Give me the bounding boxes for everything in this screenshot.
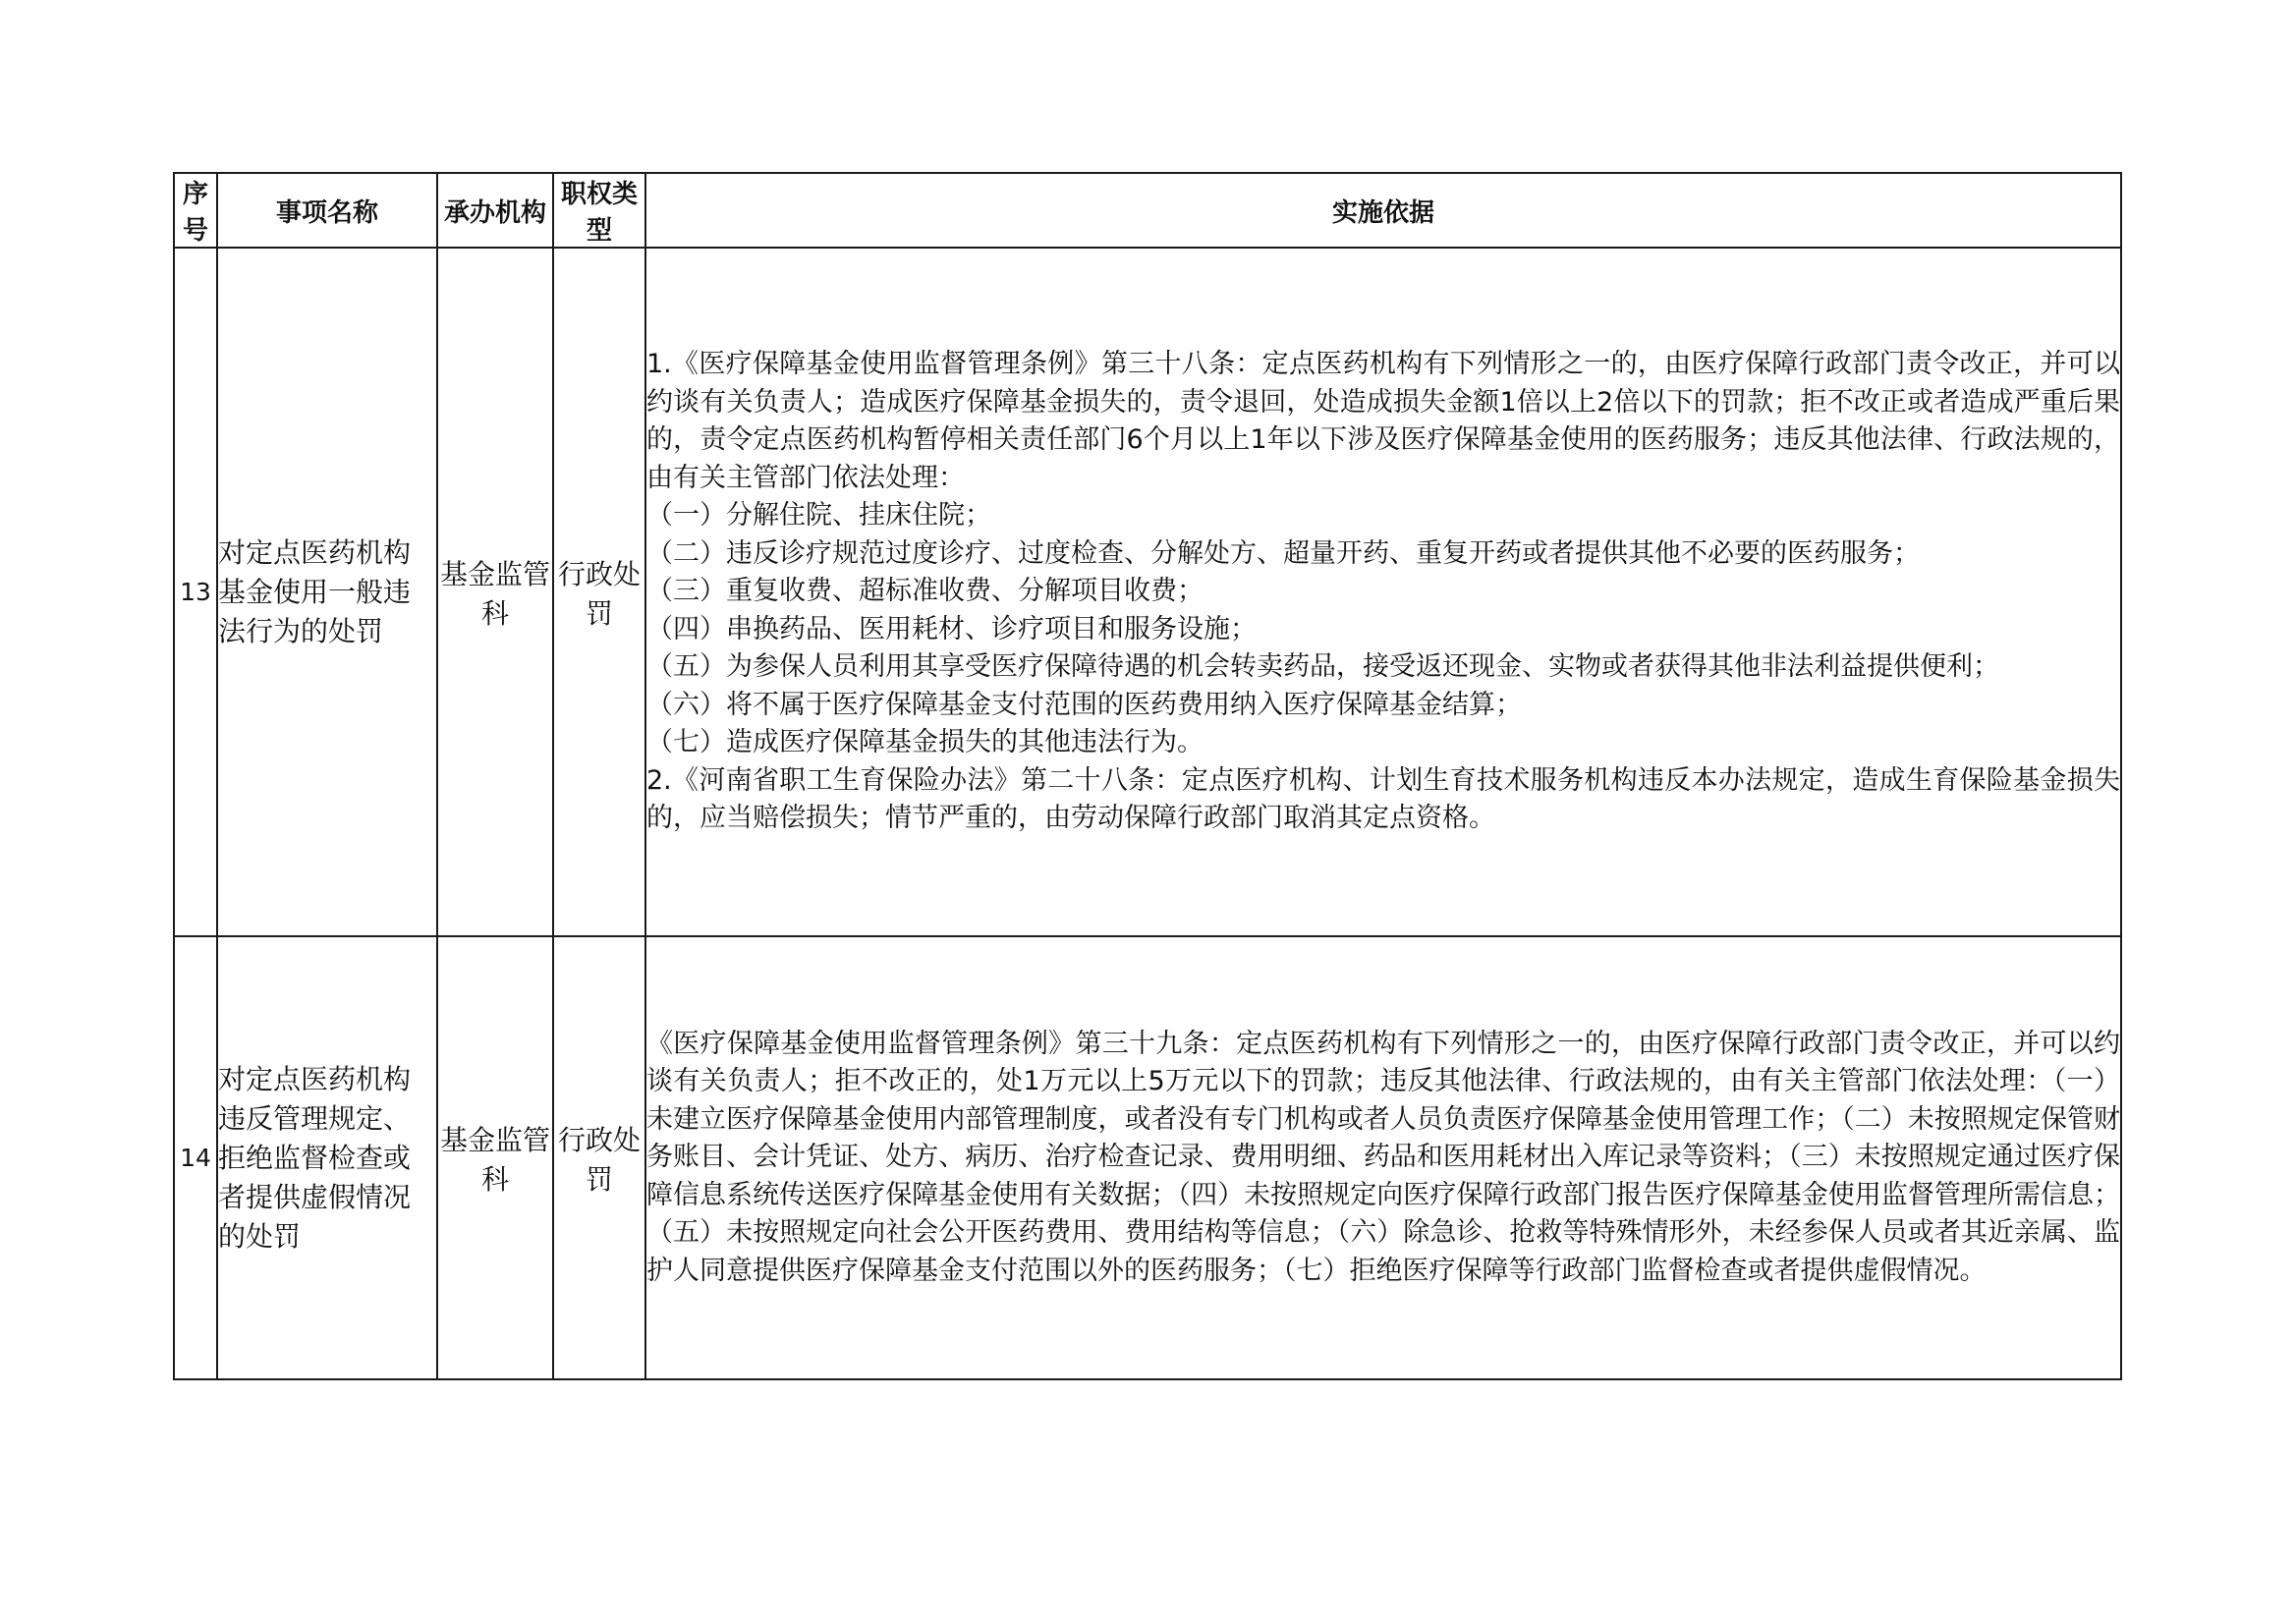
header-authority-type: 职权类型 [553, 173, 645, 248]
row-item-name: 对定点医药机构违反管理规定、拒绝监督检查或者提供虚假情况的处罚 [217, 936, 437, 1379]
basis-paragraph: （四）串换药品、医用耗材、诊疗项目和服务设施； [646, 613, 1257, 644]
row-legal-basis [645, 936, 2121, 1379]
basis-paragraph: （三）重复收费、超标准收费、分解项目收费； [646, 576, 1204, 607]
basis-paragraph: 《医疗保障基金使用监督管理条例》第三十九条：定点医药机构有下列情形之一的，由医疗保障行政部门责令改正，并可以约谈有关负责人；拒不改正的，处1万元以上5万元以下的罚款；违反其他法律、行政法规的，由有关主管部门依法处理：（一）未建立医疗保障基金使用内部管理制度，或者没有专门机构或者人员负责医疗保障基金使用管理工作；（二）未按照规定保管财务账目、会计凭证、处方、病历、治疗检查记录、费用明细、药品和医用耗材出入库记录等资料；（三）未按照规定通过医疗保障信息系统传送医疗保障基金使用有关数据；（四）未按照规定向医疗保障行政部门报告医疗保障基金使用监督管理所需信息；（五）未按照规定向社会公开医药费用、费用结构等信息；（六）除急诊、抢救等特殊情形外，未经参保人员或者其近亲属、监护人同意提供医疗保障基金支付范围以外的医药服务；（七）拒绝医疗保障等行政部门监督检查或者提供虚假情况。 [646, 1028, 2120, 1286]
basis-paragraph: 2.《河南省职工生育保险办法》第二十八条：定点医疗机构、计划生育技术服务机构违反本办法规定，造成生育保险基金损失的，应当赔偿损失；情节严重的，由劳动保障行政部门取消其定点资格。 [646, 764, 2120, 834]
table-row [174, 248, 2121, 936]
basis-paragraph: （五）为参保人员利用其享受医疗保障待遇的机会转卖药品，接受返还现金、实物或者获得其他非法利益提供便利； [646, 651, 1999, 683]
basis-paragraph: 1.《医疗保障基金使用监督管理条例》第三十八条：定点医药机构有下列情形之一的，由医疗保障行政部门责令改正，并可以约谈有关负责人；造成医疗保障基金损失的，责令退回，处造成损失金额1倍以上2倍以下的罚款；拒不改正或者造成严重后果的，责令定点医药机构暂停相关责任部门6个月以上1年以下涉及医疗保障基金使用的医药服务；违反其他法律、行政法规的，由有关主管部门依法处理： [646, 349, 2120, 493]
basis-paragraph: （七）造成医疗保障基金损失的其他违法行为。 [646, 727, 1204, 758]
row-legal-basis [645, 248, 2121, 936]
table-row [174, 936, 2121, 1379]
row-item-name: 对定点医药机构基金使用一般违法行为的处罚 [217, 248, 437, 936]
basis-paragraph: （六）将不属于医疗保障基金支付范围的医药费用纳入医疗保障基金结算； [646, 689, 1522, 720]
basis-paragraph: （一）分解住院、挂床住院； [646, 500, 991, 532]
row-index: 13 [174, 248, 217, 936]
row-index: 14 [174, 936, 217, 1379]
enforcement-items-table [173, 172, 2122, 1380]
header-organization: 承办机构 [437, 173, 553, 248]
header-item-name: 事项名称 [217, 173, 437, 248]
row-authority-type: 行政处罚 [553, 936, 645, 1379]
header-legal-basis: 实施依据 [645, 173, 2121, 248]
table-header-row [174, 173, 2121, 248]
basis-paragraph: （二）违反诊疗规范过度诊疗、过度检查、分解处方、超量开药、重复开药或者提供其他不必要的医药服务； [646, 537, 1920, 569]
row-organization: 基金监管科 [437, 248, 553, 936]
row-organization: 基金监管科 [437, 936, 553, 1379]
row-authority-type: 行政处罚 [553, 248, 645, 936]
header-index: 序号 [174, 173, 217, 248]
